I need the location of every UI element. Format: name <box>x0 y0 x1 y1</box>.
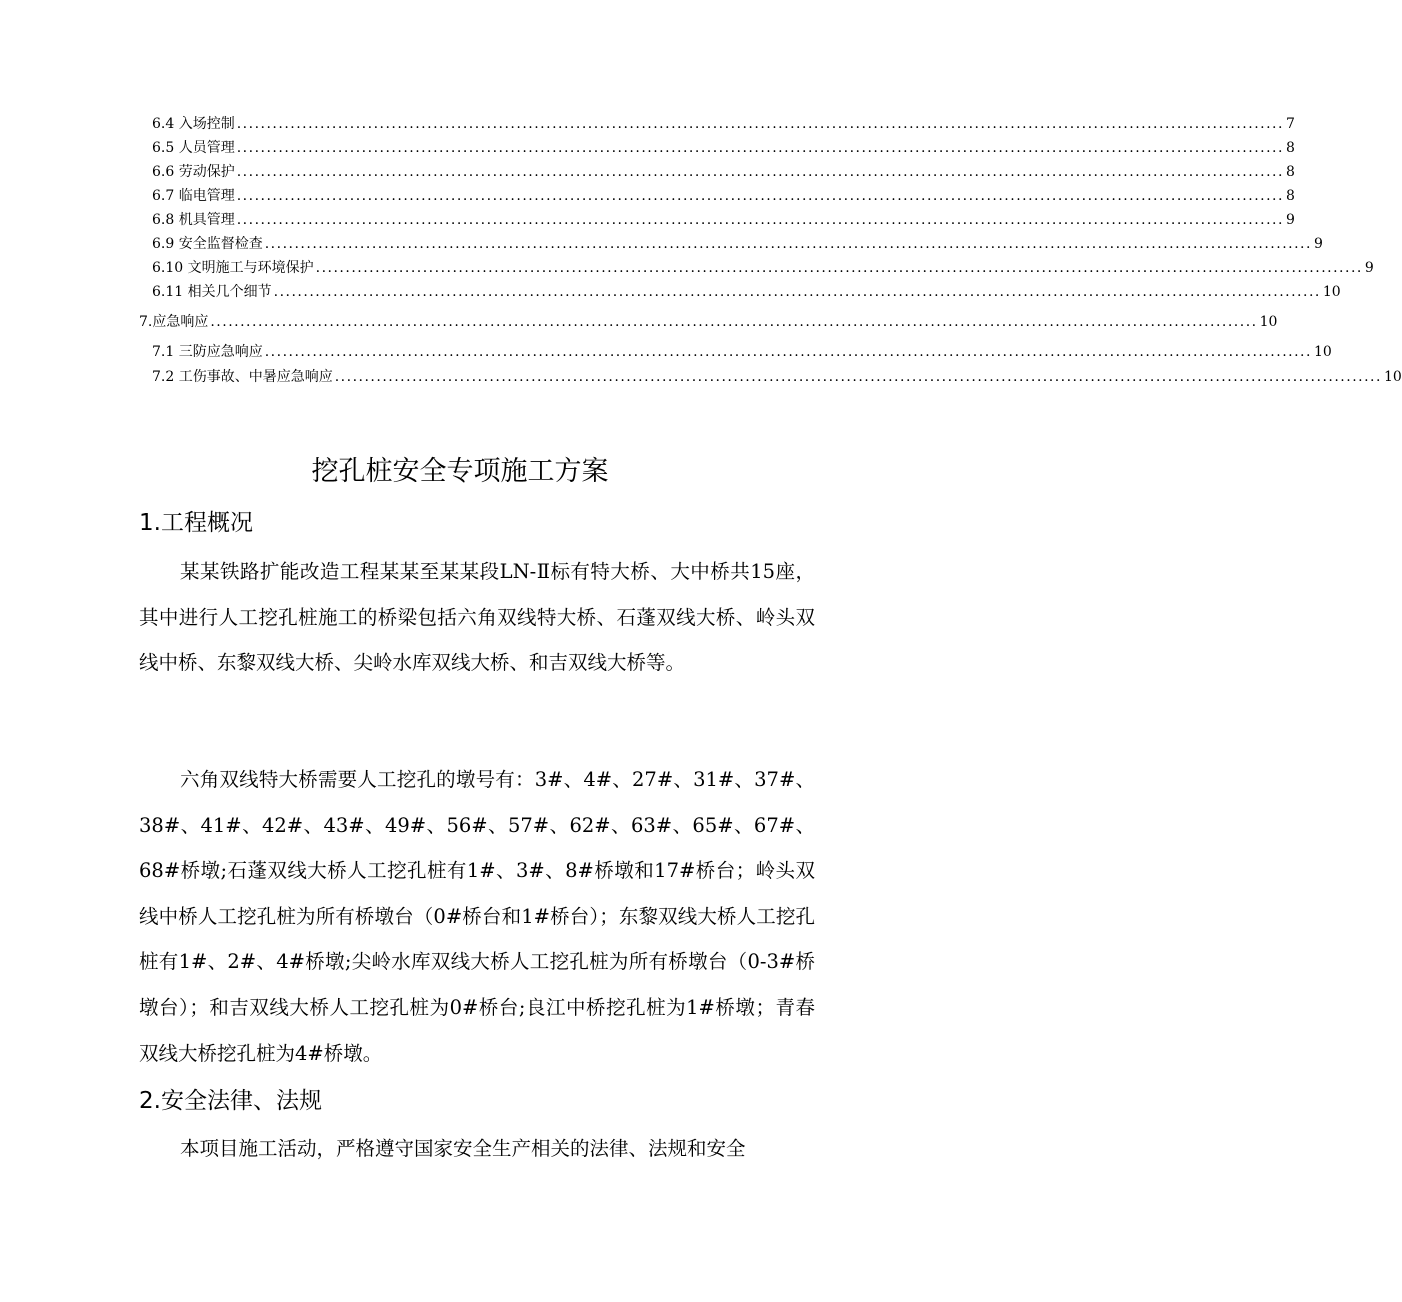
toc-entry[interactable] <box>152 138 1295 158</box>
toc-leader-dots: ................................................................................................................................................................................ <box>210 314 1258 330</box>
toc-leader-dots: ................................................................................................................................................................................ <box>236 140 1284 156</box>
paragraph: 本项目施工活动，严格遵守国家安全生产相关的法律、法规和安全 <box>180 1137 746 1160</box>
toc-entry-page: 8 <box>1285 164 1295 180</box>
toc-entry-page: 10 <box>1259 314 1278 330</box>
toc-entry-page: 9 <box>1313 236 1323 252</box>
toc-entry-label: 6.5 人员管理 <box>152 140 235 156</box>
toc-leader-dots: ................................................................................................................................................................................ <box>264 236 1312 252</box>
toc-entry[interactable] <box>152 342 1332 362</box>
toc-entry-page: 8 <box>1285 188 1295 204</box>
toc-entry[interactable] <box>152 258 1374 278</box>
toc-entry-label: 6.10 文明施工与环境保护 <box>152 260 314 276</box>
toc-entry-page: 9 <box>1285 212 1295 228</box>
toc-entry[interactable] <box>152 367 1402 387</box>
toc-entry-label: 6.6 劳动保护 <box>152 164 235 180</box>
toc-entry-label: 7.1 三防应急响应 <box>152 344 263 360</box>
toc-entry-page: 10 <box>1383 369 1402 385</box>
toc-leader-dots: ................................................................................................................................................................................ <box>273 284 1321 300</box>
toc-leader-dots: ................................................................................................................................................................................ <box>236 212 1284 228</box>
toc-entry[interactable] <box>152 162 1295 182</box>
toc-entry[interactable] <box>152 234 1323 254</box>
paragraph: 某某铁路扩能改造工程某某至某某段LN-Ⅱ标有特大桥、大中桥共15座，其中进行人工挖孔桩施工的桥梁包括六角双线特大桥、石蓬双线大桥、岭头双线中桥、东黎双线大桥、尖岭水库双线大桥、和吉双线大桥等。 <box>139 560 815 675</box>
toc-entry-label: 6.11 相关几个细节 <box>152 284 272 300</box>
toc-entry-page: 9 <box>1364 260 1374 276</box>
toc-entry[interactable] <box>139 312 1278 332</box>
toc-entry[interactable] <box>152 282 1341 302</box>
toc-entry-page: 10 <box>1313 344 1332 360</box>
toc-leader-dots: ................................................................................................................................................................................ <box>315 260 1363 276</box>
toc-entry-label: 7.2 工伤事故、中暑应急响应 <box>152 369 333 385</box>
toc-leader-dots: ................................................................................................................................................................................ <box>236 164 1284 180</box>
toc-leader-dots: ................................................................................................................................................................................ <box>236 188 1284 204</box>
section-heading: 1.工程概况 <box>139 510 253 536</box>
toc-leader-dots: ................................................................................................................................................................................ <box>264 344 1312 360</box>
toc-entry-label: 7.应急响应 <box>139 314 209 330</box>
toc-leader-dots: ................................................................................................................................................................................ <box>334 369 1382 385</box>
toc-entry-label: 6.9 安全监督检查 <box>152 236 263 252</box>
toc-entry-label: 6.4 入场控制 <box>152 116 235 132</box>
toc-entry[interactable] <box>152 210 1295 230</box>
toc-entry[interactable] <box>152 186 1295 206</box>
toc-entry-label: 6.7 临电管理 <box>152 188 235 204</box>
toc-leader-dots: ................................................................................................................................................................................ <box>236 116 1284 132</box>
toc-entry-page: 7 <box>1285 116 1295 132</box>
toc-entry[interactable] <box>152 114 1295 134</box>
paragraph: 六角双线特大桥需要人工挖孔的墩号有：3#、4#、27#、31#、37#、38#、41#、42#、43#、49#、56#、57#、62#、63#、65#、67#、68#桥墩;石蓬双线大桥人工挖孔桩有1#、3#、8#桥墩和17#桥台；岭头双线中桥人工挖孔桩为所有桥墩台（0#桥台和1#桥台）；东黎双线大桥人工挖孔桩有1#、2#、4#桥墩;尖岭水库双线大桥人工挖孔桩为所有桥墩台（0-3#桥墩台）；和吉双线大桥人工挖孔桩为0#桥台;良江中桥挖孔桩为1#桥墩；青春双线大桥挖孔桩为4#桥墩。 <box>139 768 815 1065</box>
toc-entry-page: 10 <box>1322 284 1341 300</box>
document-title: 挖孔桩安全专项施工方案 <box>311 456 609 487</box>
section-heading: 2.安全法律、法规 <box>139 1088 322 1114</box>
toc-entry-label: 6.8 机具管理 <box>152 212 235 228</box>
toc-entry-page: 8 <box>1285 140 1295 156</box>
